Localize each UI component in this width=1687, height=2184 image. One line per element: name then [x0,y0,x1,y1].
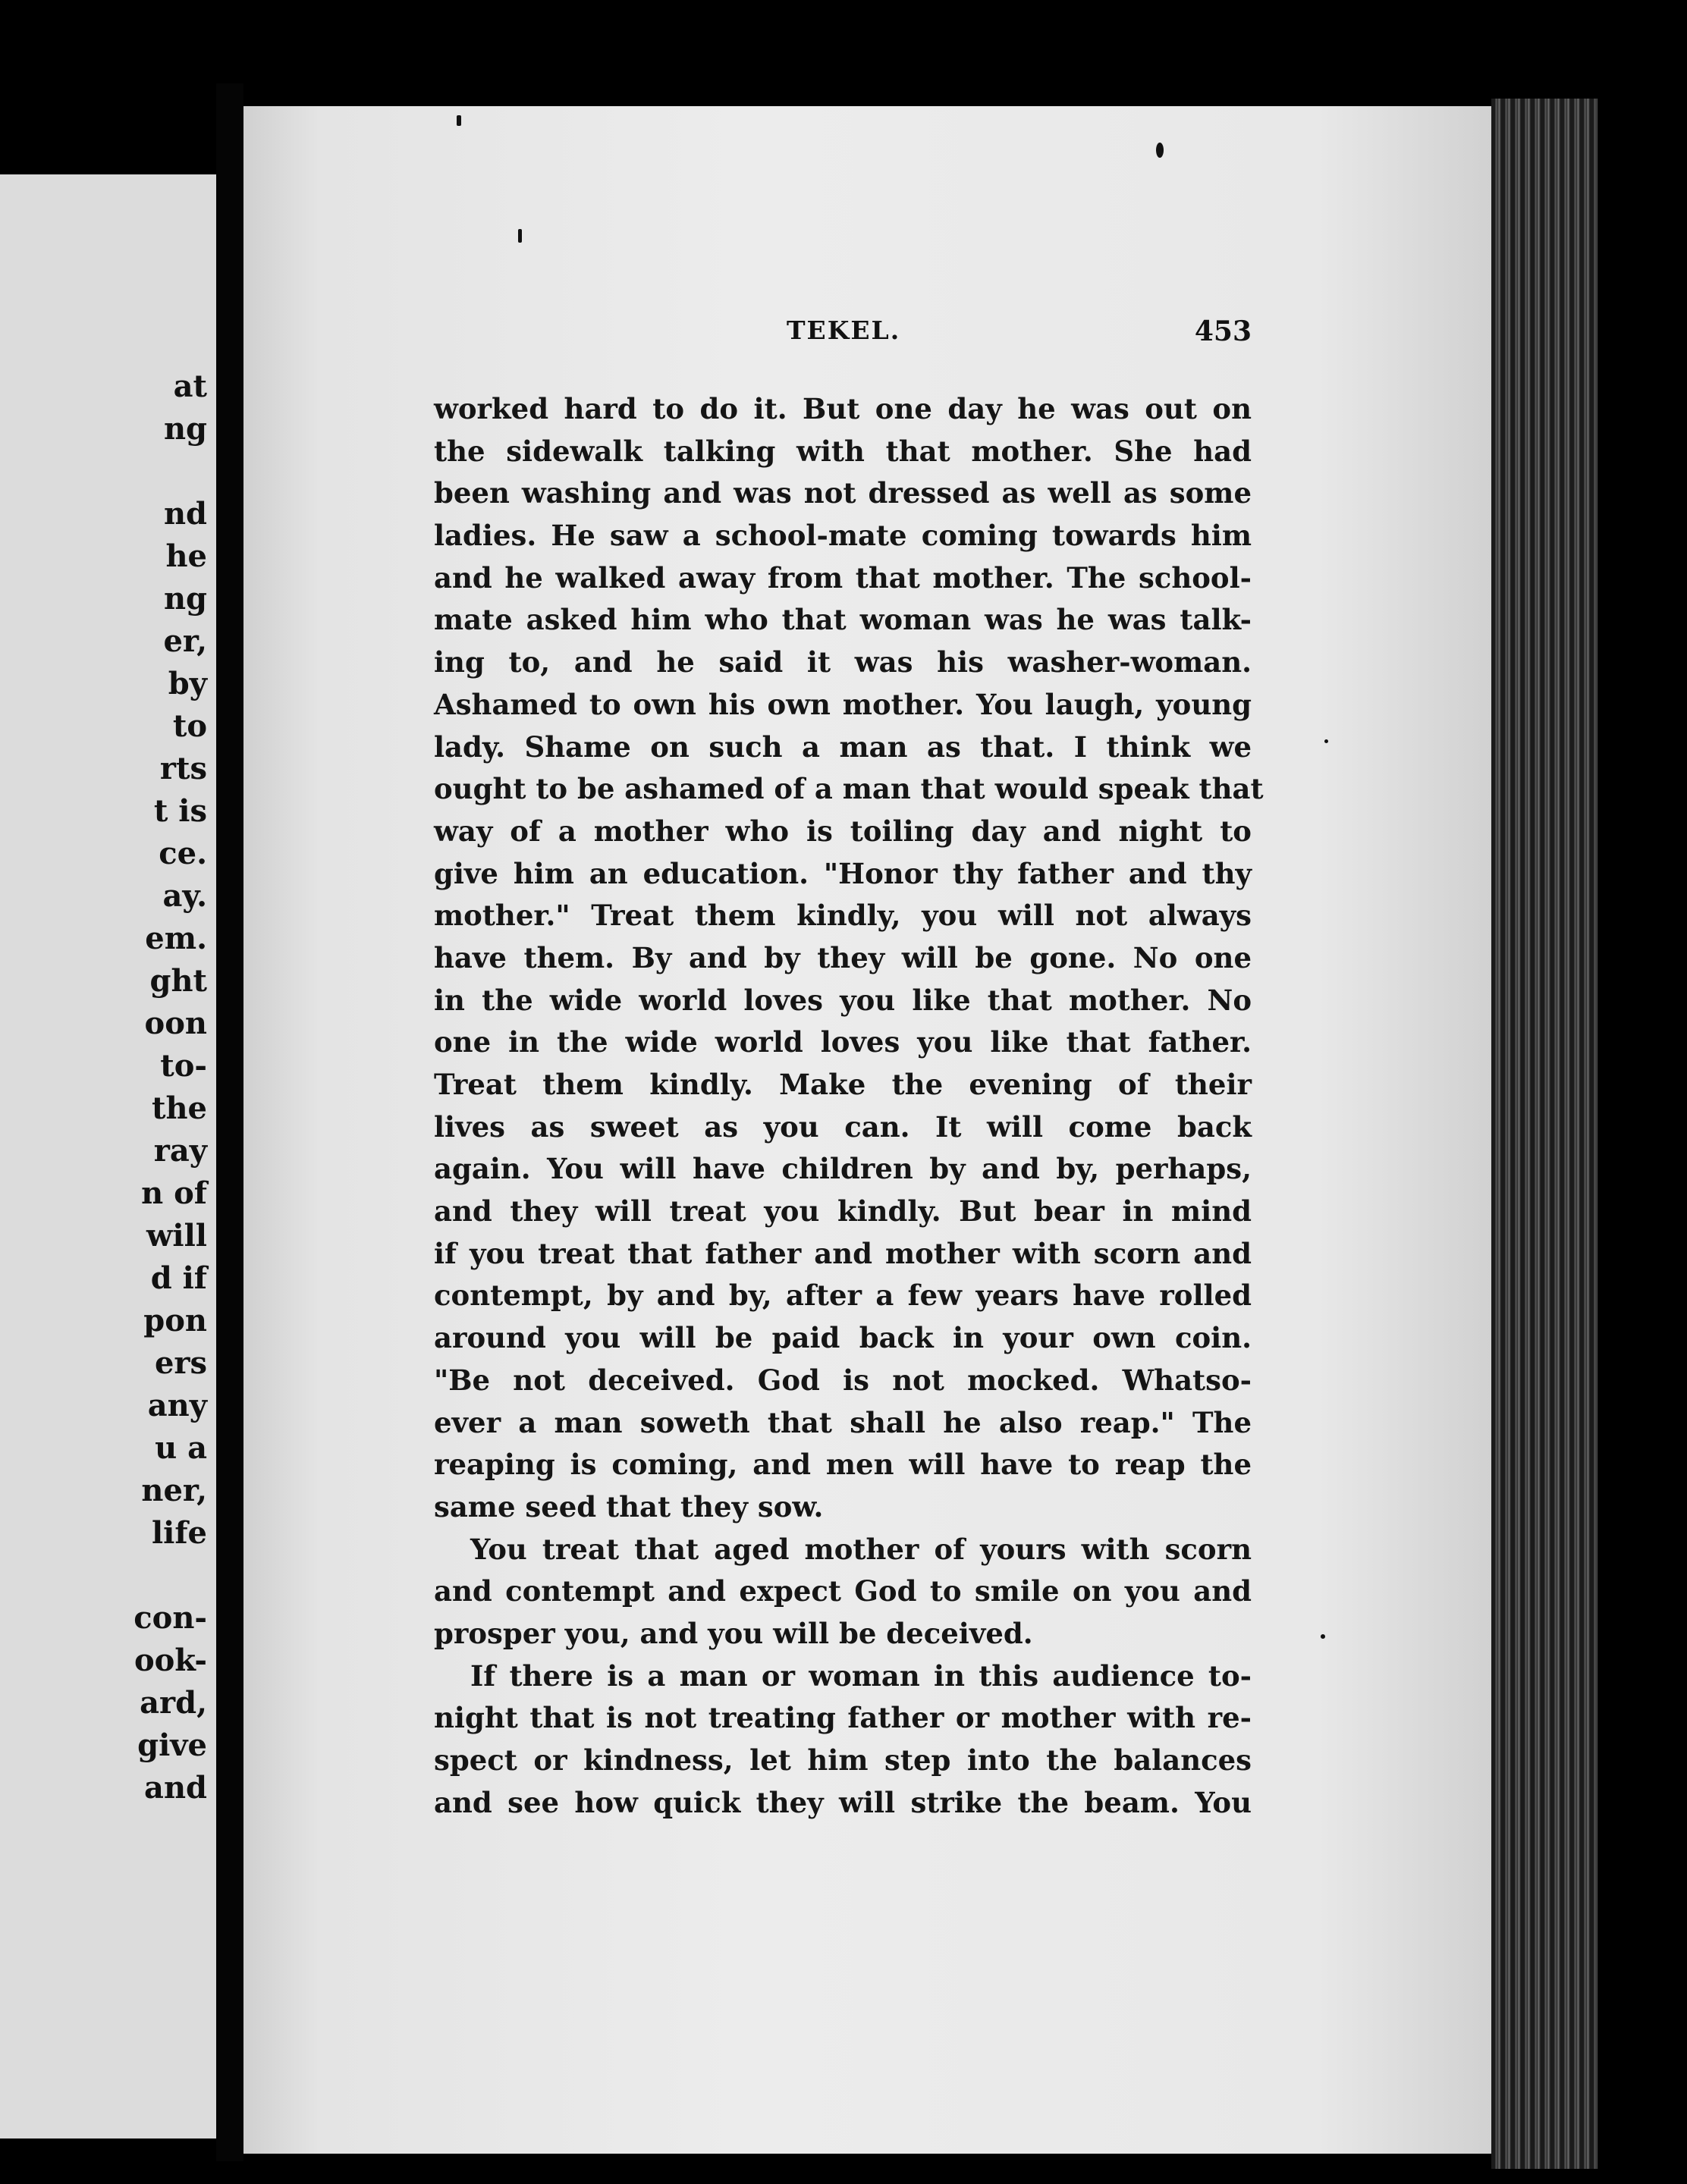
left-fragment: any [147,1388,207,1423]
running-head [434,315,1252,353]
left-fragment: and [144,1770,207,1806]
left-fragment: rts [159,751,207,786]
text-line: ladies. He saw a school-mate coming towards him [434,519,1252,553]
text-line: contempt, by and by, after a few years have rolled [434,1279,1252,1313]
left-fragment: ner, [141,1473,207,1508]
left-fragment: ard, [140,1685,207,1721]
text-line: in the wide world loves you like that mother. No [434,983,1252,1017]
text-line: ever a man soweth that shall he also reap." The [434,1405,1252,1439]
left-fragment: ook- [134,1643,207,1678]
ink-speck [1321,1634,1325,1639]
text-line: again. You will have children by and by, perhaps, [434,1152,1252,1186]
ink-speck [1324,739,1328,743]
ink-speck [518,229,522,243]
left-fragment: ers [154,1345,207,1381]
text-line: prosper you, and you will be deceived. [434,1616,1033,1650]
text-line: If there is a man or woman in this audience to- [470,1658,1252,1693]
left-fragment: ce. [159,836,207,871]
left-fragment: pon [143,1303,207,1338]
left-fragment: oon [144,1006,207,1041]
text-line: around you will be paid back in your own coin. [434,1321,1252,1355]
text-line: give him an education. "Honor thy father and thy [434,856,1252,890]
left-fragment: t is [153,793,207,829]
page-number: 453 [1194,315,1252,347]
text-line: night that is not treating father or mother with re- [434,1701,1252,1735]
left-fragment: ng [163,581,207,617]
left-fragment: nd [163,496,207,532]
text-line: lady. Shame on such a man as that. I think we [434,730,1252,764]
left-fragment: will [146,1218,207,1254]
left-facing-page [0,174,216,2138]
text-line: and they will treat you kindly. But bear in mind [434,1194,1252,1228]
text-line: the sidewalk talking with that mother. She had [434,434,1252,468]
left-fragment: at [173,369,207,404]
left-fragment: by [168,666,207,701]
text-line: one in the wide world loves you like that father. [434,1025,1252,1059]
left-fragment: ay. [162,878,207,914]
left-fragment: life [151,1515,207,1551]
text-line: spect or kindness, let him step into the balances [434,1743,1252,1777]
left-fragment: er, [163,623,207,659]
text-line: been washing and was not dressed as well as some [434,476,1252,510]
page-edges [1491,99,1597,2169]
left-fragment: to [172,708,207,744]
running-title: TEKEL. [787,315,901,345]
ink-speck [457,115,461,126]
text-line: Treat them kindly. Make the evening of their [434,1068,1252,1101]
text-line: have them. By and by they will be gone. No one [434,940,1252,974]
left-fragment: ray [153,1133,207,1169]
book-gutter [216,83,243,2161]
left-fragment: give [137,1727,207,1763]
text-line: mother." Treat them kindly, you will not always [434,899,1252,933]
text-line: way of a mother who is toiling day and night to [434,814,1252,848]
text-line: mate asked him who that woman was he was talk- [434,603,1252,637]
left-fragment: em. [145,921,207,956]
text-line: lives as sweet as you can. It will come back [434,1109,1252,1144]
text-line: and see how quick they will strike the beam. You [434,1785,1252,1819]
text-line: and contempt and expect God to smile on you and [434,1574,1252,1608]
left-fragment: he [165,538,207,574]
text-line: ing to, and he said it was his washer-woman. [434,645,1252,679]
text-line: reaping is coming, and men will have to reap the [434,1448,1252,1482]
left-fragment: ng [163,411,207,447]
text-line: ought to be ashamed of a man that would speak that [434,772,1264,806]
text-line: and he walked away from that mother. The school- [434,560,1252,595]
left-fragment: to- [160,1048,207,1084]
left-fragment: ght [149,963,207,999]
left-fragment: n of [141,1175,207,1211]
text-line: worked hard to do it. But one day he was out on [434,392,1252,425]
left-fragment: the [151,1090,207,1126]
body-text [434,388,1264,1824]
left-fragment: d if [150,1260,207,1296]
ink-speck [1156,143,1164,158]
text-line: You treat that aged mother of yours with scorn [470,1532,1252,1566]
text-line: same seed that they sow. [434,1489,824,1523]
left-fragment: con- [134,1600,207,1636]
text-line: "Be not deceived. God is not mocked. Whatso- [434,1363,1252,1397]
text-line: Ashamed to own his own mother. You laugh, young [434,687,1252,721]
left-fragment: u a [155,1430,207,1466]
text-line: if you treat that father and mother with scorn and [434,1236,1252,1270]
